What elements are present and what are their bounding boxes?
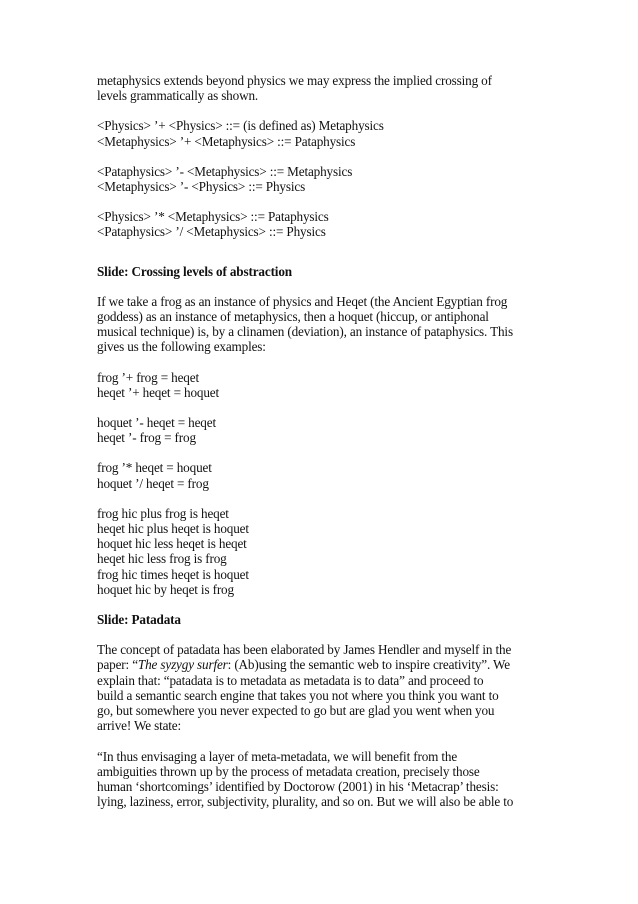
- section-heading: Slide: Crossing levels of abstraction: [97, 263, 292, 279]
- text-line: musical technique) is, by a clinamen (deviation), an instance of pataphysics. This: [97, 324, 513, 340]
- text-line: “In thus envisaging a layer of meta-metadata, we will benefit from the: [97, 748, 458, 764]
- text-line: arrive! We state:: [97, 718, 182, 734]
- example-line: frog ’* heqet = hoquet: [97, 460, 212, 476]
- grammar-rule: <Pataphysics> ’/ <Metaphysics> ::= Physics: [97, 224, 326, 240]
- grammar-rule: <Metaphysics> ’- <Physics> ::= Physics: [97, 179, 306, 195]
- example-group: [97, 506, 547, 597]
- text-line: explain that: “patadata is to metadata as metadata is to data” and proceed to: [97, 672, 484, 688]
- example-line: hoquet ’/ heqet = frog: [97, 475, 209, 491]
- example-line: hoquet ’- heqet = heqet: [97, 415, 216, 431]
- text-line: gives us the following examples:: [97, 339, 266, 355]
- text-line: build a semantic search engine that takes you not where you think you want to: [97, 687, 499, 703]
- text-line: go, but somewhere you never expected to go but are glad you went when you: [97, 703, 495, 719]
- example-line: frog hic times heqet is hoquet: [97, 566, 249, 582]
- section-heading: Slide: Patadata: [97, 612, 181, 628]
- example-group: [97, 415, 547, 445]
- example-line: frog ’+ frog = heqet: [97, 369, 199, 385]
- grammar-rule: <Pataphysics> ’- <Metaphysics> ::= Metaphysics: [97, 163, 353, 179]
- example-line: heqet ’- frog = frog: [97, 430, 196, 446]
- text-line: lying, laziness, error, subjectivity, plurality, and so on. But we will also be able to: [97, 794, 514, 810]
- text-line: The concept of patadata has been elaborated by James Hendler and myself in the: [97, 642, 512, 658]
- text-line: goddess) as an instance of metaphysics, then a hoquet (hiccup, or antiphonal: [97, 309, 489, 325]
- example-line: heqet hic plus heqet is hoquet: [97, 521, 249, 537]
- grammar-group: [97, 164, 547, 194]
- paper-title: The syzygy surfer: [137, 657, 228, 673]
- text-line: human ‘shortcomings’ identified by Doctorow (2001) in his ‘Metacrap’ thesis:: [97, 778, 499, 794]
- example-line: heqet ’+ heqet = hoquet: [97, 384, 220, 400]
- document-body: [97, 73, 547, 809]
- example-line: hoquet hic by heqet is frog: [97, 581, 234, 597]
- text-line: metaphysics extends beyond physics we may express the implied crossing of: [97, 73, 492, 88]
- example-line: heqet hic less frog is frog: [97, 551, 227, 567]
- grammar-rule: <Physics> ’+ <Physics> ::= (is defined as) Metaphysics: [97, 118, 384, 134]
- intro-paragraph: [97, 73, 547, 103]
- text-run: : (Ab)using the semantic web to inspire creativity”. We: [227, 657, 510, 673]
- example-line: hoquet hic less heqet is heqet: [97, 536, 247, 552]
- paragraph: [97, 294, 547, 355]
- example-line: frog hic plus frog is heqet: [97, 505, 229, 521]
- example-group: [97, 370, 547, 400]
- text-line: If we take a frog as an instance of physics and Heqet (the Ancient Egyptian frog: [97, 293, 508, 309]
- example-group: [97, 460, 547, 490]
- text-line: [97, 657, 547, 672]
- grammar-group: [97, 209, 547, 239]
- paragraph: [97, 642, 547, 733]
- text-line: levels grammatically as shown.: [97, 88, 259, 104]
- grammar-rule: <Physics> ’* <Metaphysics> ::= Pataphysics: [97, 209, 329, 225]
- text-run: paper: “: [97, 657, 138, 673]
- grammar-rule: <Metaphysics> ’+ <Metaphysics> ::= Pataphysics: [97, 133, 356, 149]
- grammar-group: [97, 118, 547, 148]
- text-line: ambiguities thrown up by the process of metadata creation, precisely those: [97, 763, 480, 779]
- quote-paragraph: [97, 749, 547, 810]
